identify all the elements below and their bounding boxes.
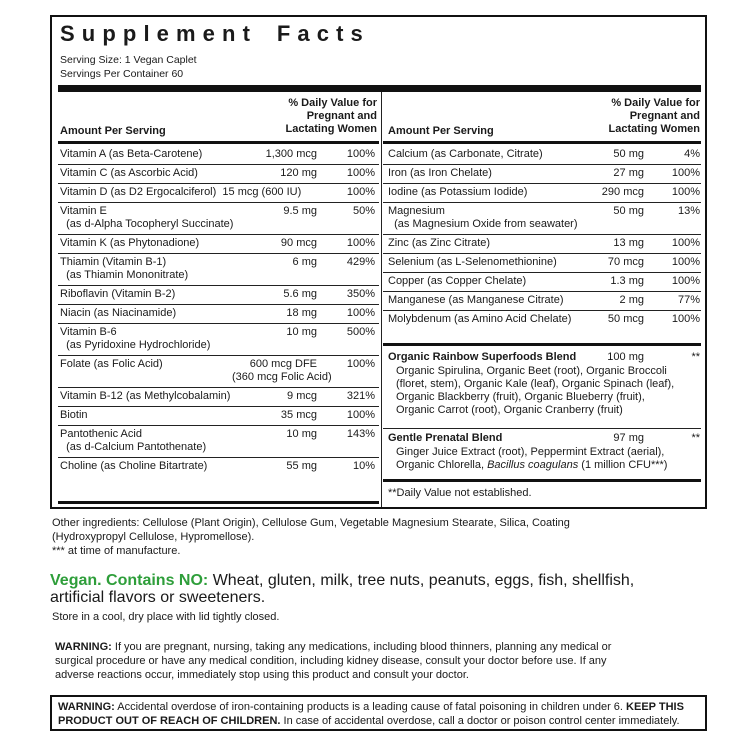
nutrient-daily-value: 100%: [671, 237, 700, 249]
nutrient-name-line: Calcium (as Carbonate, Citrate): [388, 148, 543, 160]
nutrient-name: [60, 186, 301, 199]
nutrient-daily-value: 321%: [346, 390, 375, 402]
left-header-bar: [58, 141, 379, 144]
blend-top-bar: [383, 343, 701, 346]
row-divider: [383, 310, 701, 311]
nutrient-amount: [232, 307, 317, 320]
nutrient-name-line: (as Pyridoxine Hydrochloride): [60, 339, 211, 351]
nutrient-amount: [572, 148, 644, 161]
nutrient-daily-value: 50%: [352, 205, 375, 217]
panel-title: S u p p l e m e n t F a c t s: [60, 21, 364, 46]
blend-amount: 100 mg: [607, 351, 644, 363]
blend-line: Organic Blackberry (fruit), Organic Blueberry (fruit),: [396, 391, 645, 403]
vegan-statement: [50, 572, 710, 606]
row-divider: [383, 253, 701, 254]
row-divider: [58, 285, 379, 286]
nutrient-amount: [232, 288, 317, 301]
row-divider: [383, 183, 701, 184]
blend-dv: **: [691, 432, 700, 444]
nutrient-name: [388, 275, 526, 288]
ingredients-line: (Hydroxypropyl Cellulose, Hypromellose).: [52, 531, 255, 543]
row-divider: [58, 457, 379, 458]
blend-line: Ginger Juice Extract (root), Peppermint Extract (aerial),: [396, 446, 665, 458]
nutrient-amount-line: 70 mcg: [607, 256, 644, 268]
dv-header-line: Pregnant and: [629, 110, 700, 122]
warning-line: adverse reactions occur, immediately stop using this product and consult your doctor.: [55, 669, 469, 681]
nutrient-amount-line: 55 mg: [286, 460, 317, 472]
nutrient-amount-line: 120 mg: [280, 167, 317, 179]
nutrient-daily-value: 100%: [346, 186, 375, 198]
row-divider: [58, 202, 379, 203]
nutrient-daily-value: 100%: [346, 409, 375, 421]
nutrient-name-line: (as d-Calcium Pantothenate): [60, 441, 207, 453]
nutrient-name-line: Pantothenic Acid: [60, 428, 142, 440]
nutrient-name: [60, 148, 202, 161]
nutrient-name-line: Vitamin B-6: [60, 326, 117, 338]
dv-header-line: Lactating Women: [285, 123, 377, 135]
nutrient-daily-value: 350%: [346, 288, 375, 300]
nutrient-daily-value: 500%: [346, 326, 375, 338]
nutrient-amount: [572, 186, 644, 199]
nutrient-amount: [232, 256, 317, 269]
row-divider: [383, 164, 701, 165]
nutrient-amount-line: 35 mcg: [280, 409, 317, 421]
nutrient-amount-line: 9.5 mg: [283, 205, 317, 217]
nutrient-amount: [232, 148, 317, 161]
nutrient-amount-line: 10 mg: [286, 326, 317, 338]
dv-header-line: % Daily Value for: [611, 97, 700, 109]
row-divider: [383, 234, 701, 235]
right-header-bar: [383, 141, 701, 144]
row-divider: [58, 164, 379, 165]
nutrient-amount: [232, 237, 317, 250]
dv-header-line: Lactating Women: [608, 123, 700, 135]
nutrient-daily-value: 10%: [352, 460, 375, 472]
nutrient-name-line: Molybdenum (as Amino Acid Chelate): [388, 313, 572, 325]
dv-header-line: Pregnant and: [306, 110, 377, 122]
nutrient-amount: [572, 237, 644, 250]
nutrient-amount-line: 27 mg: [613, 167, 644, 179]
row-divider: [383, 202, 701, 203]
blend-line: [396, 459, 667, 472]
dv-footnote: **Daily Value not established.: [388, 487, 532, 499]
allergen-list-cont: artificial flavors or sweeteners.: [50, 589, 266, 606]
nutrient-amount: [232, 326, 317, 339]
blend-bottom-bar: [383, 479, 701, 482]
row-divider: [58, 323, 379, 324]
nutrient-name-line: Iodine (as Potassium Iodide): [388, 186, 528, 198]
nutrient-name-line: (as Thiamin Mononitrate): [60, 269, 189, 281]
nutrient-name-line: Biotin: [60, 409, 88, 421]
nutrient-amount-line: 6 mg: [292, 256, 317, 268]
column-divider: [381, 92, 382, 507]
nutrient-amount: [232, 409, 317, 422]
warning-text: In case of accidental overdose, call a doctor or poison control center immediately.: [280, 715, 680, 727]
row-divider: [58, 234, 379, 235]
nutrient-amount-line: 290 mcg: [601, 186, 644, 198]
nutrient-amount-line: 10 mg: [286, 428, 317, 440]
nutrient-daily-value: 143%: [346, 428, 375, 440]
dv-header-line: % Daily Value for: [288, 97, 377, 109]
nutrient-name-line: Thiamin (Vitamin B-1): [60, 256, 167, 268]
left-dv-header: [257, 97, 377, 136]
nutrient-name-line: Iron (as Iron Chelate): [388, 167, 492, 179]
nutrient-amount: [572, 294, 644, 307]
warning-emphasis: PRODUCT OUT OF REACH OF CHILDREN.: [58, 715, 281, 727]
nutrient-daily-value: 100%: [671, 167, 700, 179]
vegan-lead: Vegan. Contains NO:: [50, 572, 209, 589]
blend-text: (1 million CFU***): [578, 459, 668, 471]
nutrient-daily-value: 100%: [346, 148, 375, 160]
nutrient-amount-line: 50 mg: [613, 148, 644, 160]
nutrient-name: [60, 307, 176, 320]
probiotic-name: Bacillus coagulans: [487, 459, 579, 471]
nutrient-name: [60, 460, 207, 473]
nutrient-name-line: Vitamin A (as Beta-Carotene): [60, 148, 203, 160]
nutrient-amount: [232, 390, 317, 403]
nutrient-name-line: Selenium (as L-Selenomethionine): [388, 256, 557, 268]
blend-title: Gentle Prenatal Blend: [388, 432, 503, 444]
nutrient-daily-value: 13%: [677, 205, 700, 217]
nutrient-daily-value: 100%: [346, 358, 375, 370]
row-divider: [58, 183, 379, 184]
nutrient-daily-value: 100%: [671, 186, 700, 198]
nutrient-amount-line: 9 mcg: [287, 390, 317, 402]
nutrient-daily-value: 100%: [671, 313, 700, 325]
ingredients-line: Other ingredients: Cellulose (Plant Origin), Cellulose Gum, Vegetable Magnesium Stearate, Silica, Coating: [52, 517, 570, 529]
row-divider: [58, 406, 379, 407]
serving-size: Serving Size: 1 Vegan Caplet: [60, 54, 197, 66]
nutrient-name: [60, 358, 163, 371]
nutrient-amount-line: 600 mcg DFE: [249, 358, 317, 370]
nutrient-amount: [232, 428, 317, 441]
blend-text: Organic Chlorella,: [396, 459, 488, 471]
nutrient-name: [388, 148, 543, 161]
nutrient-daily-value: 77%: [677, 294, 700, 306]
warning-label: WARNING:: [58, 701, 115, 713]
nutrient-amount: [232, 460, 317, 473]
nutrient-name-line: Vitamin K (as Phytonadione): [60, 237, 200, 249]
left-amount-header: Amount Per Serving: [60, 125, 166, 137]
row-divider: [383, 291, 701, 292]
left-bottom-bar: [58, 501, 379, 504]
nutrient-amount-line: 1,300 mcg: [265, 148, 317, 160]
nutrient-amount-line: 50 mcg: [607, 313, 644, 325]
nutrient-name-line: Choline (as Choline Bitartrate): [60, 460, 208, 472]
blend-line: (floret, stem), Organic Kale (leaf), Organic Spinach (leaf),: [396, 378, 675, 390]
nutrient-name: [60, 390, 230, 403]
nutrient-name: [388, 256, 557, 269]
nutrient-name: [60, 237, 199, 250]
nutrient-name: [388, 186, 527, 199]
nutrient-amount: [232, 358, 332, 384]
nutrient-name-line: Riboflavin (Vitamin B-2): [60, 288, 176, 300]
nutrient-name: [60, 409, 88, 422]
row-divider: [58, 425, 379, 426]
nutrient-amount-line: 90 mcg: [280, 237, 317, 249]
nutrient-name: [388, 167, 492, 180]
nutrient-daily-value: 100%: [346, 307, 375, 319]
row-divider: [58, 253, 379, 254]
nutrient-amount: [572, 167, 644, 180]
nutrient-name-line: Copper (as Copper Chelate): [388, 275, 527, 287]
right-dv-header: [580, 97, 700, 136]
blend-title: Organic Rainbow Superfoods Blend: [388, 351, 577, 363]
nutrient-amount-line: 13 mg: [613, 237, 644, 249]
iron-warning-box: [50, 695, 707, 731]
warning-label: WARNING:: [55, 641, 112, 653]
nutrient-daily-value: 100%: [346, 167, 375, 179]
nutrient-amount-line: 5.6 mg: [283, 288, 317, 300]
nutrient-name: [388, 294, 563, 307]
nutrient-daily-value: 4%: [684, 148, 700, 160]
nutrient-amount-line: 18 mg: [286, 307, 317, 319]
servings-per-container: Servings Per Container 60: [60, 68, 184, 80]
row-divider: [58, 387, 379, 388]
nutrient-daily-value: 100%: [671, 256, 700, 268]
warning-line: surgical procedure or have any medical condition, including kidney disease, consult your doctor before use. If any: [55, 655, 607, 667]
nutrient-name-line: Zinc (as Zinc Citrate): [388, 237, 491, 249]
right-amount-header: Amount Per Serving: [388, 125, 494, 137]
nutrient-daily-value: 100%: [671, 275, 700, 287]
nutrient-amount-line: 1.3 mg: [610, 275, 644, 287]
blend-line: Organic Carrot (root), Organic Cranberry (fruit): [396, 404, 623, 416]
warning-emphasis: KEEP THIS: [626, 701, 684, 713]
nutrient-name: [60, 288, 175, 301]
nutrient-name: [60, 326, 210, 352]
warning-text: Accidental overdose of iron-containing products is a leading cause of fatal poisoning in children under 6.: [114, 701, 627, 713]
thick-divider: [58, 85, 701, 92]
nutrient-name-line: Folate (as Folic Acid): [60, 358, 163, 370]
nutrient-name-line: Vitamin B-12 (as Methylcobalamin): [60, 390, 231, 402]
warning-text: If you are pregnant, nursing, taking any medications, including blood thinners, planning any medical or: [111, 641, 612, 653]
nutrient-amount: [572, 313, 644, 326]
nutrient-name-line: Niacin (as Niacinamide): [60, 307, 177, 319]
nutrient-amount-line: 2 mg: [619, 294, 644, 306]
nutrient-amount: [572, 205, 644, 218]
nutrient-amount: [572, 256, 644, 269]
nutrient-name-line: Vitamin C (as Ascorbic Acid): [60, 167, 198, 179]
nutrient-name-line: Magnesium: [388, 205, 445, 217]
nutrient-amount-line: (360 mcg Folic Acid): [232, 371, 332, 383]
row-divider: [383, 272, 701, 273]
nutrient-daily-value: 100%: [346, 237, 375, 249]
nutrient-name-line: Vitamin E: [60, 205, 107, 217]
nutrient-name-line: Manganese (as Manganese Citrate): [388, 294, 564, 306]
nutrient-amount: [572, 275, 644, 288]
nutrient-name: [60, 205, 233, 231]
nutrient-name-line: (as d-Alpha Tocopheryl Succinate): [60, 218, 234, 230]
warning-general: [55, 640, 611, 682]
blend-amount: 97 mg: [613, 432, 644, 444]
row-divider: [58, 304, 379, 305]
blend-dv: **: [691, 351, 700, 363]
row-divider: [58, 355, 379, 356]
nutrient-amount: [232, 167, 317, 180]
nutrient-name-line: Vitamin D (as D2 Ergocalciferol) 15 mcg (600 IU): [60, 186, 302, 198]
nutrient-name: [388, 205, 578, 231]
nutrient-name: [60, 256, 188, 282]
nutrient-name: [60, 428, 206, 454]
warning-line: [55, 640, 611, 654]
row-divider: [383, 428, 701, 429]
allergen-list: Wheat, gluten, milk, tree nuts, peanuts, eggs, fish, shellfish,: [208, 572, 635, 589]
nutrient-name-line: (as Magnesium Oxide from seawater): [388, 218, 578, 230]
nutrient-name: [60, 167, 198, 180]
blend-line: Organic Spirulina, Organic Beet (root), Organic Broccoli: [396, 365, 667, 377]
nutrient-name: [388, 313, 571, 326]
nutrient-amount: [232, 205, 317, 218]
supplement-facts-panel: [50, 15, 707, 509]
nutrient-daily-value: 429%: [346, 256, 375, 268]
storage-instructions: Store in a cool, dry place with lid tightly closed.: [52, 611, 280, 623]
nutrient-amount-line: 50 mg: [613, 205, 644, 217]
blend-ingredients: [396, 446, 667, 472]
ingredients-line: *** at time of manufacture.: [52, 545, 181, 557]
blend-ingredients: [396, 365, 674, 417]
nutrient-name: [388, 237, 490, 250]
other-ingredients: [52, 516, 570, 558]
